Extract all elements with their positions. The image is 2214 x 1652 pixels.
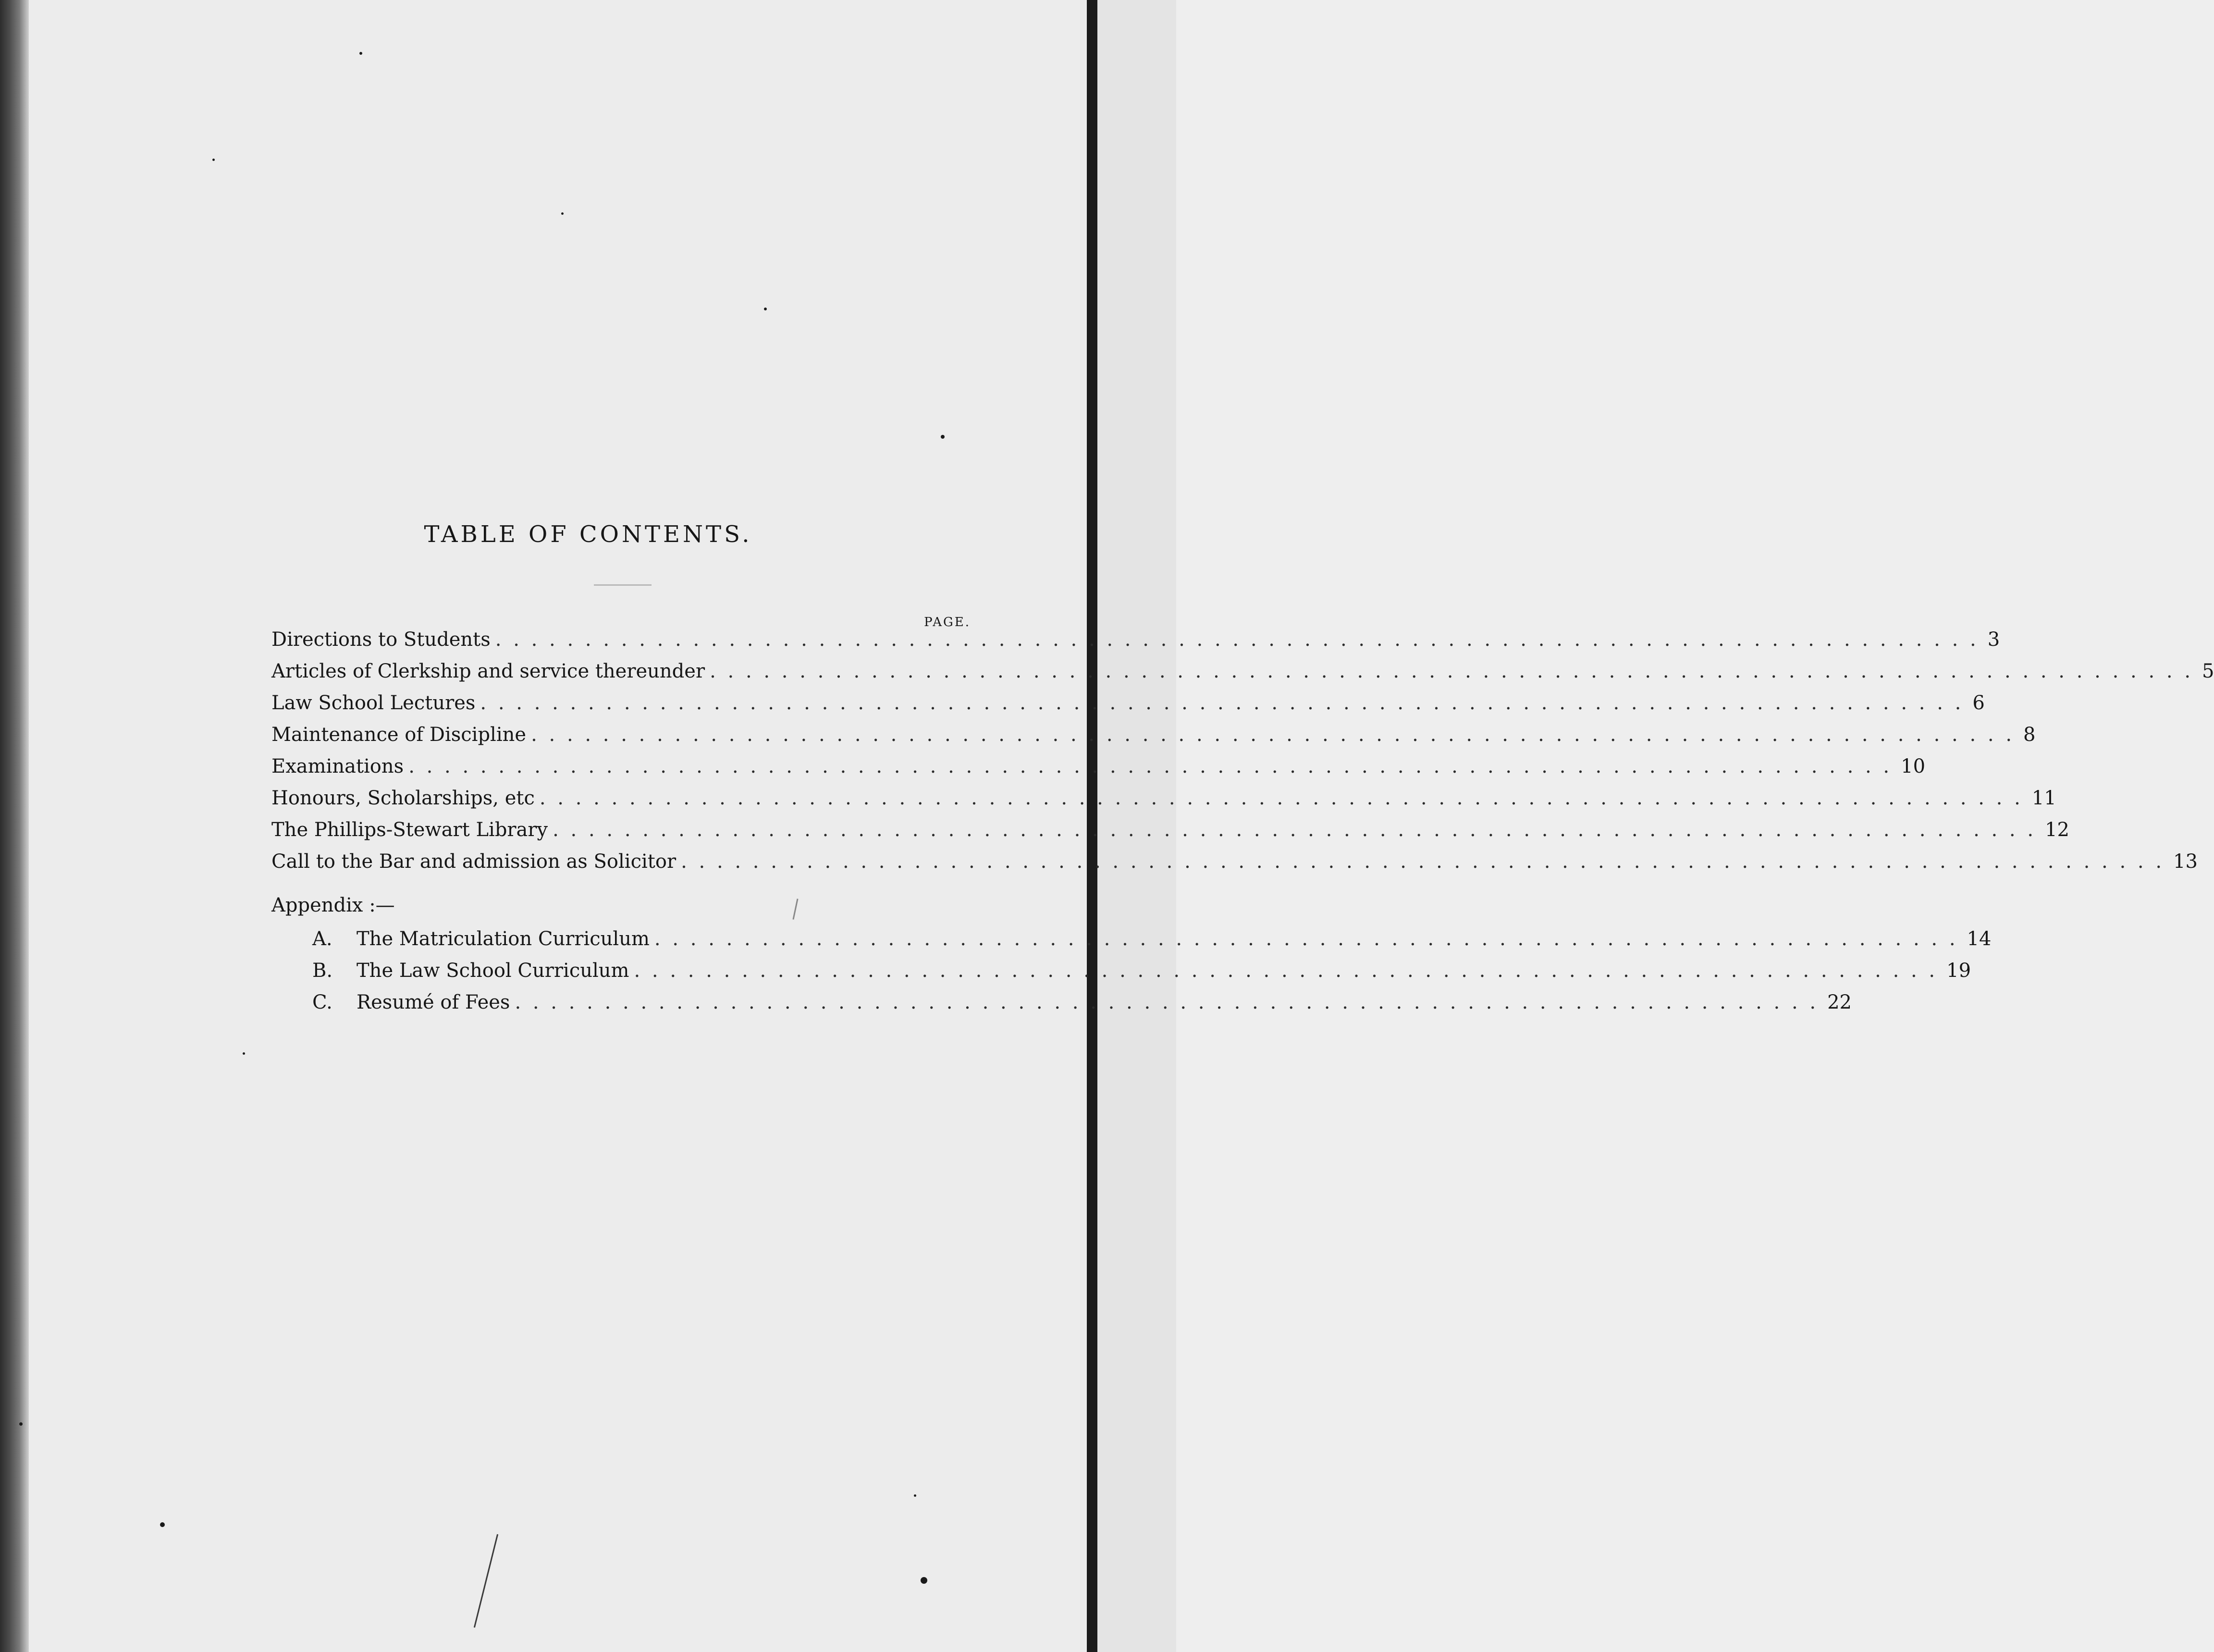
scan-speck [941, 435, 945, 439]
toc-entry [271, 659, 2214, 688]
dot-leader: . . . . . . . . . . . . . . . . . . . . . . . . . . . . . . . . . . . . . . . . . . . . . . . . . . . . . . . . . . . . . . . . . . . . . . . . . . . . . . . . . . . [408, 755, 1893, 777]
appendix-entry-label [312, 958, 629, 983]
toc-entry-page: 13 [2173, 851, 2198, 873]
toc-entry-label: Maintenance of Discipline [271, 724, 527, 746]
scan-speck [764, 308, 767, 310]
toc-entry-page: 12 [2045, 819, 2069, 841]
toc-entry [271, 754, 1926, 783]
toc-entry [271, 627, 2000, 656]
dot-leader: . . . . . . . . . . . . . . . . . . . . . . . . . . . . . . . . . . . . . . . . . . . . . . . . . . . . . . . . . . . . . . . . . . . . . . . . . . . . . . . . . . . [681, 851, 2165, 873]
toc-entry-page: 3 [1987, 629, 2000, 651]
appendix-entry-label [312, 990, 510, 1015]
dot-leader: . . . . . . . . . . . . . . . . . . . . . . . . . . . . . . . . . . . . . . . . . . . . . . . . . . . . . . . . . . . . . . . . . . . . . . . . . . . . . . . . . . . [495, 629, 1979, 651]
dot-leader: . . . . . . . . . . . . . . . . . . . . . . . . . . . . . . . . . . . . . . . . . . . . . . . . . . . . . . . . . . . . . . . . . . . . . . . . . . . . . . . . . . . [553, 819, 2037, 841]
scan-speck [212, 159, 215, 161]
appendix-title: Resumé of Fees [357, 991, 510, 1013]
appendix-entry-page: 19 [1946, 960, 1971, 982]
toc-entry-page: 8 [2023, 724, 2036, 746]
appendix-title: The Matriculation Curriculum [357, 928, 650, 950]
toc-entry-label: Directions to Students [271, 629, 491, 651]
toc-entry [271, 849, 2198, 878]
dot-leader: . . . . . . . . . . . . . . . . . . . . . . . . . . . . . . . . . . . . . . . . . . . . . . . . . . . . . . . . . . . . . . . . . . . . . . . . . [634, 960, 1938, 982]
scan-left-edge [0, 0, 29, 1652]
appendix-entry-page: 22 [1827, 991, 1852, 1013]
dot-leader: . . . . . . . . . . . . . . . . . . . . . . . . . . . . . . . . . . . . . . . . . . . . . . . . . . . . . . . . . . . . . . . . . . . . . . . . . [654, 928, 1958, 950]
toc-entry-page: 11 [2031, 787, 2056, 809]
appendix-letter: A. [312, 928, 332, 950]
dot-leader: . . . . . . . . . . . . . . . . . . . . . . . . . . . . . . . . . . . . . . . . . . . . . . . . . . . . . . . . . . . . . . . . . . . . . . . . . . . . . . . . . . . [710, 660, 2194, 682]
scan-speck [19, 1422, 23, 1426]
toc-entry-label: The Phillips-Stewart Library [271, 819, 548, 841]
toc-entry [271, 786, 2056, 814]
scan-speck [921, 1577, 927, 1584]
toc-entry-label: Call to the Bar and admission as Solicitor [271, 851, 676, 873]
page-column-heading: PAGE. [924, 615, 971, 629]
appendix-entry [312, 958, 1971, 987]
scan-speck [243, 1052, 245, 1055]
toc-entry [271, 817, 2069, 846]
scan-speck [160, 1522, 165, 1527]
dot-leader: . . . . . . . . . . . . . . . . . . . . . . . . . . . . . . . . . . . . . . . . . . . . . . . . . . . . . . . . . . . . . . . . . . . . . . . . . . . . . . . . . . . [531, 724, 2015, 746]
appendix-letter: C. [312, 991, 332, 1013]
dot-leader: . . . . . . . . . . . . . . . . . . . . . . . . . . . . . . . . . . . . . . . . . . . . . . . . . . . . . . . . . . . . . . . . . . . . . . . . . [515, 991, 1819, 1013]
toc-entry-label: Honours, Scholarships, etc [271, 787, 535, 809]
toc-entry-page: 5 [2202, 660, 2214, 682]
appendix-heading: Appendix :— [271, 894, 395, 916]
appendix-title: The Law School Curriculum [357, 960, 629, 982]
dot-leader: . . . . . . . . . . . . . . . . . . . . . . . . . . . . . . . . . . . . . . . . . . . . . . . . . . . . . . . . . . . . . . . . . . . . . . . . . . . . . . . . . . . [539, 787, 2023, 809]
scan-speck [561, 212, 564, 215]
toc-entry [271, 690, 1985, 719]
appendix-entry-label [312, 926, 650, 951]
toc-entry-label: Examinations [271, 755, 404, 777]
appendix-entry [312, 926, 1992, 955]
toc-entry-label: Articles of Clerkship and service thereunder [271, 660, 705, 682]
dot-leader: . . . . . . . . . . . . . . . . . . . . . . . . . . . . . . . . . . . . . . . . . . . . . . . . . . . . . . . . . . . . . . . . . . . . . . . . . . . . . . . . . . . [480, 692, 1964, 714]
page-title: TABLE OF CONTENTS. [424, 521, 752, 548]
appendix-letter: B. [312, 960, 333, 982]
appendix-entry-page: 14 [1967, 928, 1992, 950]
appendix-entry [312, 990, 1852, 1019]
toc-entry-label: Law School Lectures [271, 692, 476, 714]
scan-speck [359, 52, 362, 55]
toc-entry [271, 722, 2036, 751]
toc-entry-page: 10 [1901, 755, 1926, 777]
toc-entry-page: 6 [1972, 692, 1985, 714]
scan-speck [914, 1494, 916, 1497]
title-divider [594, 584, 652, 586]
